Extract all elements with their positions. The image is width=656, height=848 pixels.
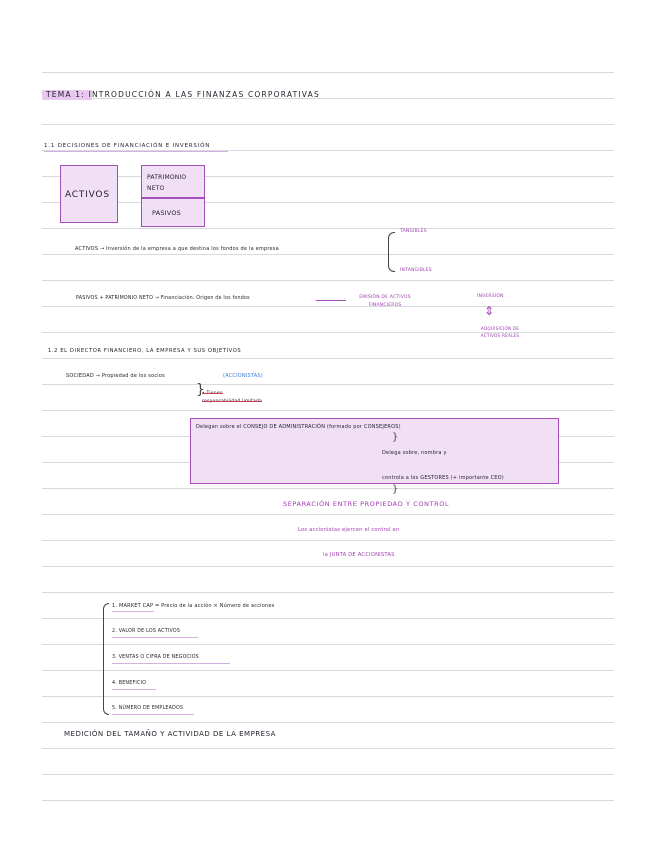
measure-underline-2 [112, 637, 198, 638]
separacion-heading: SEPARACIÓN ENTRE PROPIEDAD Y CONTROL [283, 500, 450, 508]
inversion-label: INVERSIÓN [477, 294, 504, 299]
brace-icon: } [196, 382, 206, 398]
intangibles-label: INTANGIBLES [400, 268, 432, 273]
section-2-heading: 1.2 EL DIRECTOR FINANCIERO, LA EMPRESA Y SUS OBJETIVOS [48, 348, 242, 354]
updown-arrow-icon: ⇕ [484, 304, 495, 318]
tienen-note: • Tienen responsabilidad limitada [202, 391, 263, 404]
pasivos-definition: PASIVOS + PATRIMONIO NETO → Financiación. Origen de los fondos [76, 296, 250, 301]
measure-item-2: 2. VALOR DE LOS ACTIVOS [112, 629, 181, 634]
measure-underline-3 [112, 663, 230, 664]
emision-label: EMISIÓN DE ACTIVOS FINANCIEROS [359, 295, 411, 308]
accionistas-tag: (ACCIONISTAS) [223, 373, 263, 379]
consejo-brace-icon: } [392, 432, 399, 443]
tangibles-label: TANGIBLES [400, 229, 427, 234]
adquisicion-label: ADQUISICIÓN DE ACTIVOS REALES [480, 326, 520, 338]
measure-underline-5 [112, 714, 194, 715]
separacion-brace-icon: } [392, 484, 399, 495]
measure-item-4: 4. BENEFICIO [112, 681, 147, 686]
balance-right-box [141, 165, 205, 227]
measures-bracket [103, 603, 109, 715]
activos-box [60, 165, 118, 223]
accionistas-control: Los accionistas ejercen el control en [298, 527, 400, 533]
page-title: TEMA 1: INTRODUCCIÓN A LAS FINANZAS CORPORATIVAS [46, 90, 320, 99]
measures-heading: MEDICIÓN DEL TAMAÑO Y ACTIVIDAD DE LA EMPRESA [64, 730, 276, 738]
sociedad-line: SOCIEDAD → Propiedad de los socios [66, 373, 165, 379]
measure-item-1: 1. MARKET CAP = Precio de la acción × Número de acciones [112, 603, 275, 609]
activos-definition: ACTIVOS → Inversión de la empresa a que destina los fondos de la empresa [75, 246, 279, 252]
pasivos-label: PASIVOS [152, 209, 181, 217]
emision-arrow [316, 300, 346, 301]
junta-accionistas: la JUNTA DE ACCIONISTAS [323, 552, 395, 558]
section-1-heading: 1.1 DECISIONES DE FINANCIACIÓN E INVERSIÓN [44, 143, 211, 149]
consejo-line-2: Delega sobre, nombra y [382, 450, 447, 456]
box-divider [142, 197, 204, 199]
measure-underline-1 [112, 611, 154, 612]
patrimonio-neto-label: PATRIMONIO NETO [147, 174, 187, 192]
consejo-line-3: controla a los GESTORES (+ importante CEO) [382, 475, 504, 481]
activos-box-label: ACTIVOS [65, 190, 110, 200]
measure-item-5: 5. NÚMERO DE EMPLEADOS [112, 706, 184, 711]
heading-underline [44, 151, 228, 152]
measure-item-3: 3. VENTAS O CIFRA DE NEGOCIOS [112, 655, 199, 660]
measure-underline-4 [112, 689, 156, 690]
activos-bracket [388, 232, 395, 272]
consejo-line-1: Delegan sobre el CONSEJO DE ADMINISTRACIÓN (formado por CONSEJEROS) [196, 424, 401, 430]
